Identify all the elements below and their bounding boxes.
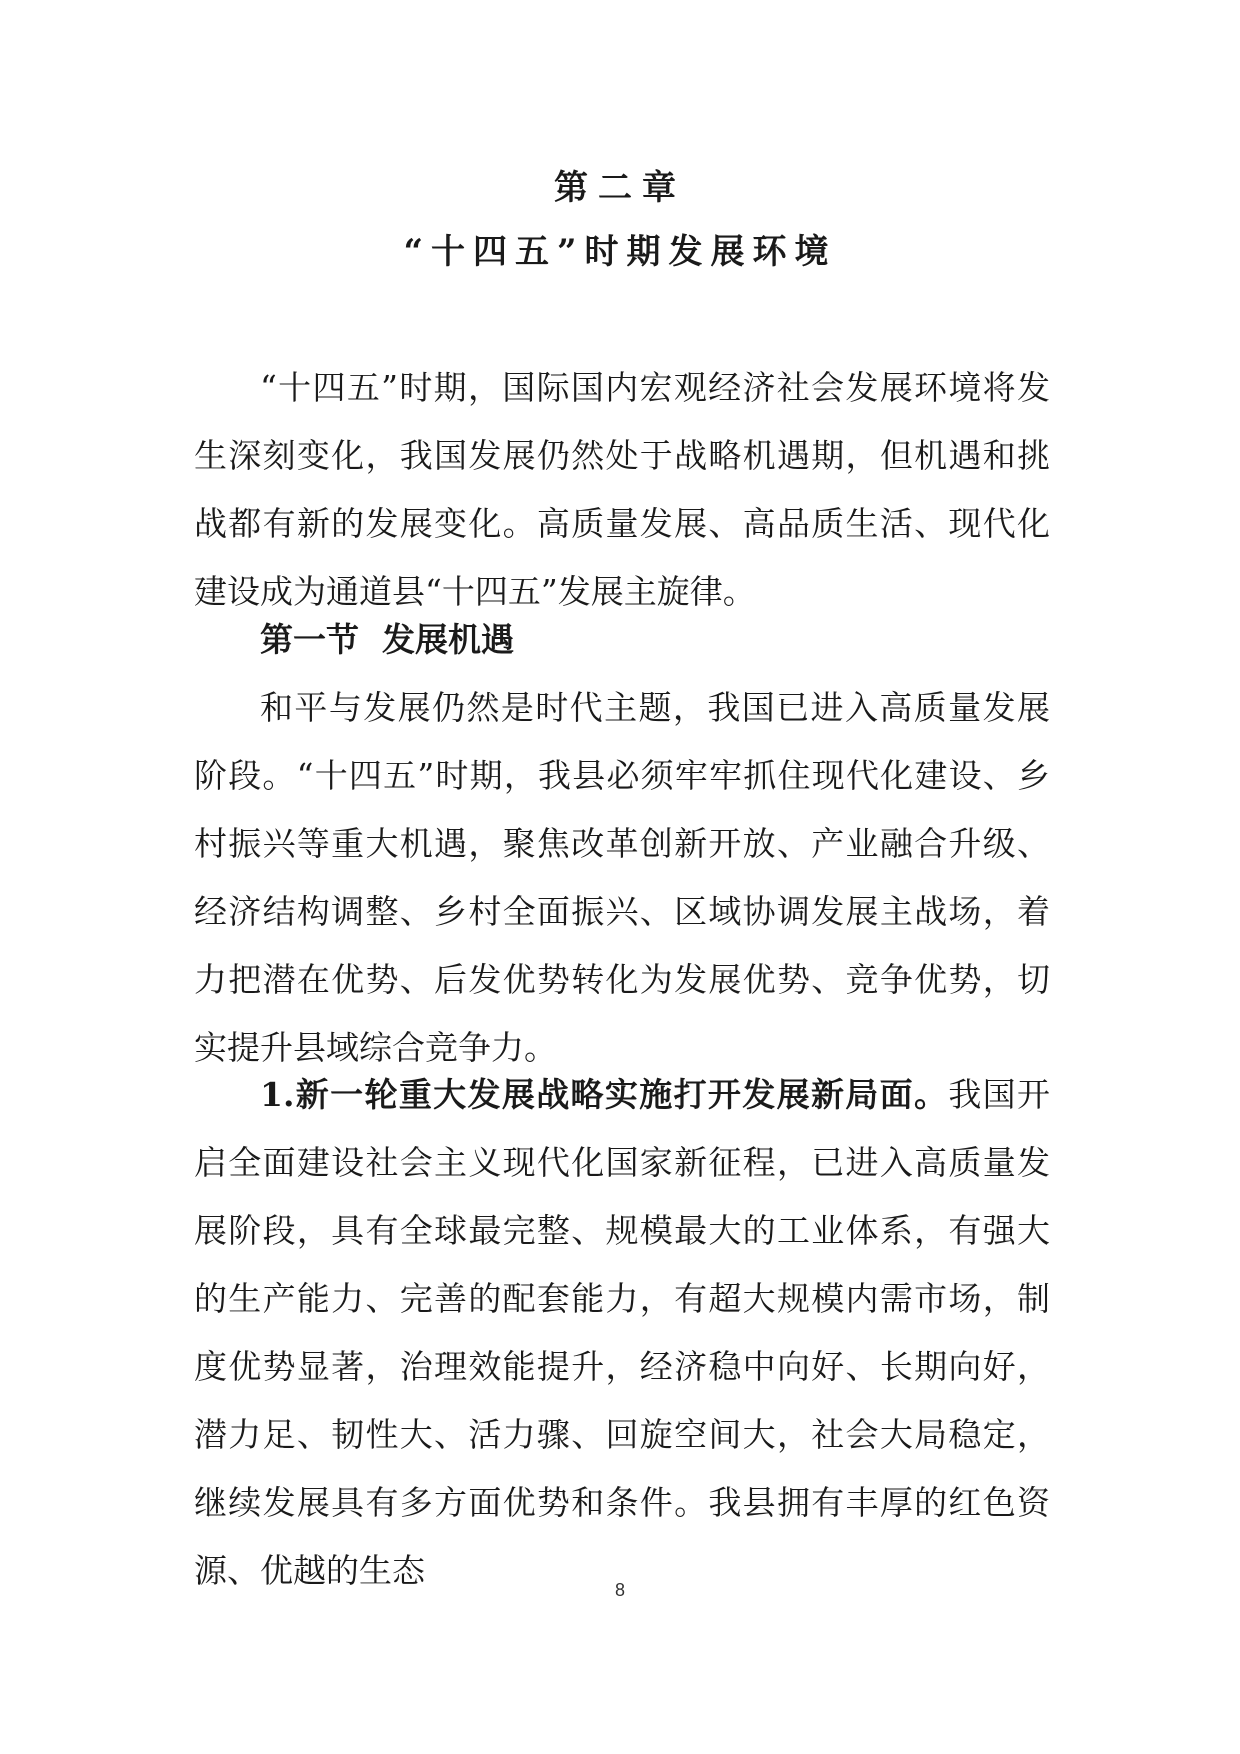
section-heading: 第一节 发展机遇 bbox=[260, 620, 514, 659]
intro-paragraph-block bbox=[194, 354, 1050, 626]
chapter-number: 第二章 bbox=[554, 168, 686, 208]
item1-lead: 1.新一轮重大发展战略实施打开发展新局面。 bbox=[260, 1075, 949, 1114]
page-number: 8 bbox=[614, 1580, 625, 1600]
intro-paragraph: “十四五”时期，国际国内宏观经济社会发展环境将发生深刻变化，我国发展仍然处于战略机遇期，但机遇和挑战都有新的发展变化。高质量发展、高品质生活、现代化建设成为通道县“十四五”发展主旋律。 bbox=[194, 368, 1050, 611]
chapter-title: “十四五”时期发展环境 bbox=[403, 232, 837, 272]
opportunity-paragraph: 和平与发展仍然是时代主题，我国已进入高质量发展阶段。“十四五”时期，我县必须牢牢抓住现代化建设、乡村振兴等重大机遇，聚焦改革创新开放、产业融合升级、经济结构调整、乡村全面振兴、区域协调发展主战场，着力把潜在优势、后发优势转化为发展优势、竞争优势，切实提升县域综合竞争力。 bbox=[194, 688, 1050, 1067]
item1-paragraph bbox=[194, 1061, 1050, 1605]
item1-paragraph-block bbox=[194, 1061, 1050, 1605]
opportunity-paragraph-block bbox=[194, 674, 1050, 1082]
item1-text: 我国开启全面建设社会主义现代化国家新征程，已进入高质量发展阶段，具有全球最完整、规模最大的工业体系，有强大的生产能力、完善的配套能力，有超大规模内需市场，制度优势显著，治理效能提升，经济稳中向好、长期向好，潜力足、韧性大、活力骤、回旋空间大，社会大局稳定，继续发展具有多方面优势和条件。我县拥有丰厚的红色资源、优越的生态 bbox=[194, 1075, 1050, 1590]
